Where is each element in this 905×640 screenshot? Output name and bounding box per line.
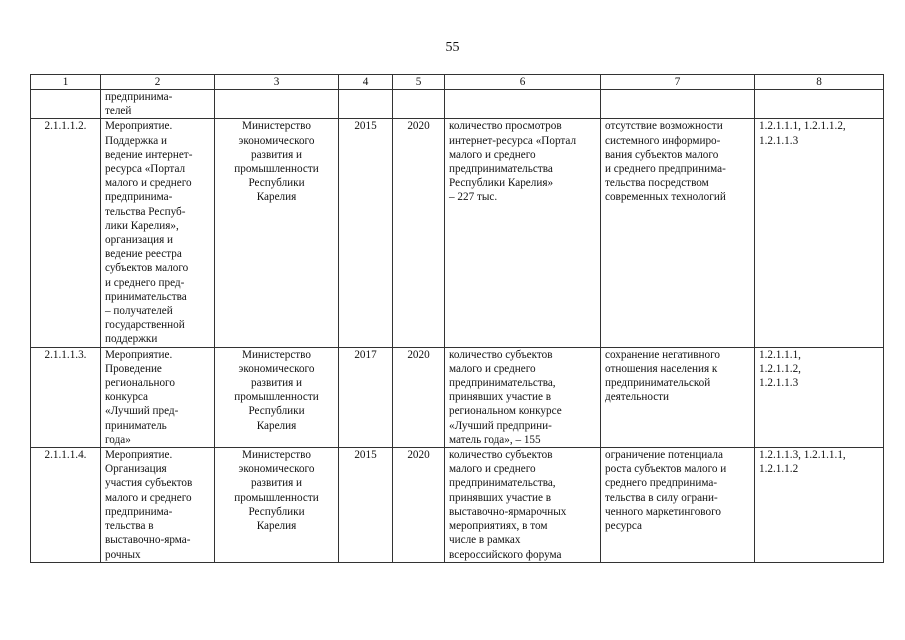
row-number: 2.1.1.1.2.: [31, 119, 101, 347]
row-number: 2.1.1.1.4.: [31, 448, 101, 563]
header-col-3: 3: [215, 75, 339, 90]
header-col-4: 4: [339, 75, 393, 90]
header-col-2: 2: [101, 75, 215, 90]
header-col-8: 8: [755, 75, 884, 90]
program-table: [30, 74, 884, 563]
row-number: 2.1.1.1.3.: [31, 347, 101, 447]
indicator-link: 1.2.1.1.1, 1.2.1.1.2, 1.2.1.1.3: [755, 347, 884, 447]
end-year: 2020: [393, 448, 445, 563]
responsible-executor: Министерство экономического развития и промышленности Республики Карелия: [215, 347, 339, 447]
table-row: [31, 448, 884, 563]
page-number: 55: [445, 40, 460, 55]
start-year: 2017: [339, 347, 393, 447]
header-row: [31, 75, 884, 90]
start-year: 2015: [339, 448, 393, 563]
start-year: [339, 90, 393, 119]
event-description: Мероприятие. Проведение регионального конкурса «Лучший пред- приниматель года»: [101, 347, 215, 447]
header-col-1: 1: [31, 75, 101, 90]
indicator-link: [755, 90, 884, 119]
responsible-executor: Министерство экономического развития и промышленности Республики Карелия: [215, 119, 339, 347]
expected-result: [445, 90, 601, 119]
event-description: Мероприятие. Поддержка и ведение интернет- ресурса «Портал малого и среднего предпринима- тельства Респуб- лики Карелия», организация и ведение реестра субъектов малого и среднего пред- принимательства – получателей государственной поддержки: [101, 119, 215, 347]
end-year: 2020: [393, 347, 445, 447]
event-description: предпринима- телей: [101, 90, 215, 119]
expected-result: количество субъектов малого и среднего предпринимательства, принявших участие в выставочно-ярмарочных мероприятиях, в том числе в рамках всероссийского форума: [445, 448, 601, 563]
end-year: [393, 90, 445, 119]
responsible-executor: [215, 90, 339, 119]
consequences: [601, 90, 755, 119]
responsible-executor: Министерство экономического развития и промышленности Республики Карелия: [215, 448, 339, 563]
end-year: 2020: [393, 119, 445, 347]
header-col-6: 6: [445, 75, 601, 90]
expected-result: количество просмотров интернет-ресурса «Портал малого и среднего предпринимательства Республики Карелия» – 227 тыс.: [445, 119, 601, 347]
expected-result: количество субъектов малого и среднего предпринимательства, принявших участие в региональном конкурсе «Лучший предприни- матель года», – 155: [445, 347, 601, 447]
header-col-7: 7: [601, 75, 755, 90]
consequences: отсутствие возможности системного информиро- вания субъектов малого и среднего предпринима- тельства посредством современных технологий: [601, 119, 755, 347]
consequences: сохранение негативного отношения населения к предпринимательской деятельности: [601, 347, 755, 447]
table-row: [31, 347, 884, 447]
header-col-5: 5: [393, 75, 445, 90]
consequences: ограничение потенциала роста субъектов малого и среднего предпринима- тельства в силу ограни- ченного маркетингового ресурса: [601, 448, 755, 563]
indicator-link: 1.2.1.1.3, 1.2.1.1.1, 1.2.1.1.2: [755, 448, 884, 563]
table-row: [31, 90, 884, 119]
start-year: 2015: [339, 119, 393, 347]
indicator-link: 1.2.1.1.1, 1.2.1.1.2, 1.2.1.1.3: [755, 119, 884, 347]
table-row: [31, 119, 884, 347]
event-description: Мероприятие. Организация участия субъектов малого и среднего предпринима- тельства в выставочно-ярма- рочных: [101, 448, 215, 563]
row-number: [31, 90, 101, 119]
